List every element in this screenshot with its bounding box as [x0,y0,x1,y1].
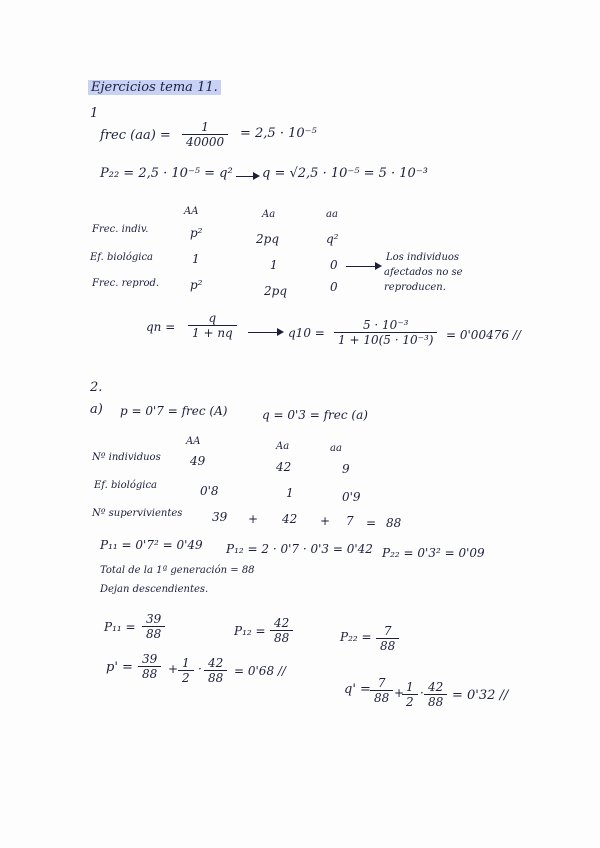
survivors-op: = [366,516,377,530]
table1-cell: 2pq [264,284,287,298]
qn-fraction: $\frac{q}{1 + nq}$ [188,311,237,340]
P11-label: P₁₁ = [104,620,136,634]
P11-fraction: $\frac{39}{88}$ [142,612,165,641]
table1-header-Aa: Aa [262,209,276,220]
table1-header-AA: AA [184,206,199,217]
table2-cell: 1 [286,486,294,500]
table1-header-aa: aa [326,209,338,220]
qn-label: qn = [146,320,176,334]
table1-cell: 1 [270,258,278,272]
exercise-2-number: 2. [90,380,103,395]
table1-cell: q² [326,232,339,246]
q-frequency: q = 0'3 = frec (a) [262,408,368,422]
frec-aa-label: frec (aa) = [100,128,171,143]
qprime-plus: + [394,686,405,700]
table2-cell: 42 [276,460,292,474]
qprime-label: q' = [344,682,371,697]
dejan-descendientes: Dejan descendientes. [100,584,209,595]
table1-row-label: Ef. biológica [90,252,154,263]
q10-result: = 0'00476 // [446,328,521,342]
table2-header-AA: AA [186,436,201,447]
p-frequency: p = 0'7 = frec (A) [120,404,228,418]
table1-cell: 1 [192,252,200,266]
qprime-fraction-2: $\frac{1}{2}$ [402,680,418,709]
table1-note-line: reproducen. [384,282,446,293]
P22-fraction: $\frac{7}{88}$ [376,624,399,653]
p22-equation: P₂₂ = 2,5 · 10⁻⁵ = q² [100,166,233,181]
p12-equation: P₁₂ = 2 · 0'7 · 0'3 = 0'42 [226,542,373,556]
table1-cell: p² [190,278,203,292]
q-equation: q = √2,5 · 10⁻⁵ = 5 · 10⁻³ [262,166,428,181]
qprime-fraction-3: $\frac{42}{88}$ [424,680,447,709]
table2-header-Aa: Aa [276,441,290,452]
exercise-1-number: 1 [90,106,99,121]
p22-equation-2: P₂₂ = 0'3² = 0'09 [382,546,485,560]
pprime-label: p' = [106,660,133,675]
table1-cell: 0 [330,258,338,272]
survivors-op: + [248,512,259,526]
part-a-label: a) [90,402,103,417]
frec-aa-result: = 2,5 · 10⁻⁵ [240,126,317,141]
implies-arrow [236,176,258,177]
survivors-term: 42 [282,512,298,526]
P12-label: P₁₂ = [234,624,266,638]
qprime-fraction-1: $\frac{7}{88}$ [370,676,393,705]
pprime-dot: · [198,662,202,676]
survivors-term: 39 [212,510,228,524]
table2-header-aa: aa [330,443,342,454]
pprime-result: = 0'68 // [234,664,286,678]
table1-row-label: Frec. reprod. [92,278,160,289]
table1-cell: 2pq [256,232,279,246]
table2-cell: 0'9 [342,490,361,504]
p11-equation: P₁₁ = 0'7² = 0'49 [100,538,203,552]
qn-arrow [248,332,282,333]
table2-row-label: Ef. biológica [94,480,158,491]
table2-cell: 49 [190,454,206,468]
q10-label: q10 = [288,326,325,340]
table1-note-line: Los individuos [386,252,460,263]
table2-cell: 9 [342,462,350,476]
pprime-fraction-2: $\frac{1}{2}$ [178,656,194,685]
table1-note-line: afectados no se [384,267,463,278]
frec-aa-fraction: $\frac{1}{40000}$ [182,120,228,149]
table1-cell: 0 [330,280,338,294]
table1-cell: p² [190,226,203,240]
qprime-dot: · [420,686,424,700]
survivors-term: 7 [346,514,354,528]
q10-fraction: $\frac{\text{5 · 10⁻³}}{\text{1 + 10(5 · 10⁻³)}}$ [334,318,437,347]
table2-row-label: Nº individuos [92,452,161,463]
P12-fraction: $\frac{42}{88}$ [270,616,293,645]
survivors-label: Nº supervivientes [92,508,183,519]
table2-cell: 0'8 [200,484,219,498]
qprime-result: = 0'32 // [452,688,509,703]
survivors-op: + [320,514,331,528]
total-generation: Total de la 1ª generación = 88 [100,565,255,576]
note-arrow [346,266,380,267]
survivors-total: 88 [386,516,402,530]
P22-label: P₂₂ = [340,630,372,644]
pprime-fraction-3: $\frac{42}{88}$ [204,656,227,685]
table1-row-label: Frec. indiv. [92,224,149,235]
pprime-fraction-1: $\frac{39}{88}$ [138,652,161,681]
pprime-plus: + [168,662,179,676]
page-title: Ejercicios tema 11. [88,80,221,95]
